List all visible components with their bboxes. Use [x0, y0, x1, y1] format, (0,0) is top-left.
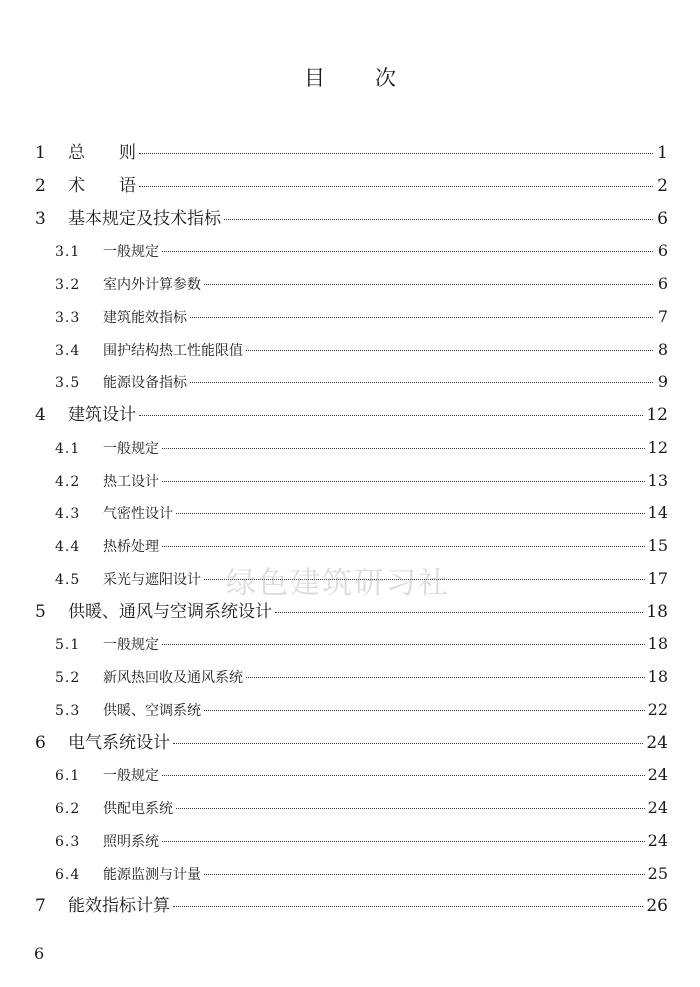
toc-section-entry[interactable]: [35, 825, 668, 858]
toc-entry-number: 6: [35, 732, 46, 753]
dot-leader: [246, 677, 645, 678]
toc-section-entry[interactable]: [35, 563, 668, 596]
toc-entry-number: 5.2: [55, 670, 81, 686]
toc-entry-title: 供暖、空调系统: [103, 702, 201, 719]
toc-entry-number: 5.1: [55, 637, 81, 654]
toc-entry-page: 18: [647, 634, 668, 654]
toc-entry-number: 6.4: [55, 866, 81, 883]
toc-entry-number: 3.2: [55, 277, 81, 293]
toc-entry-number: 2: [35, 175, 46, 196]
toc-entry-page: 24: [647, 765, 668, 785]
toc-section-entry[interactable]: [35, 759, 668, 792]
toc-chapter-entry[interactable]: [35, 170, 668, 203]
watermark-text: 绿色建筑研习社: [226, 566, 450, 601]
title-char-2: 次: [375, 66, 396, 90]
toc-entry-number: 5.3: [55, 702, 81, 719]
toc-entry-title: 一般规定: [103, 440, 159, 457]
toc-entry-page: 8: [657, 339, 668, 359]
toc-entry-page: 6: [657, 241, 668, 261]
dot-leader: [162, 448, 645, 449]
dot-leader: [224, 219, 653, 220]
toc-chapter-entry[interactable]: [35, 727, 668, 760]
dot-leader: [162, 481, 645, 482]
title-char-1: 目: [304, 66, 325, 90]
toc-entry-title: 新风热回收及通风系统: [103, 670, 243, 686]
toc-entry-title: 术 语: [68, 175, 136, 196]
toc-entry-title: 热工设计: [103, 473, 159, 490]
toc-section-entry[interactable]: [35, 465, 668, 498]
toc-section-entry[interactable]: [35, 497, 668, 530]
toc-entry-page: 14: [647, 503, 668, 523]
toc-entry-page: 18: [646, 601, 668, 622]
toc-entry-number: 4.5: [55, 571, 81, 588]
toc-entry-page: 15: [647, 536, 668, 555]
toc-section-entry[interactable]: [35, 334, 668, 367]
toc-entry-title: 基本规定及技术指标: [68, 208, 221, 229]
toc-entry-page: 7: [657, 306, 668, 326]
toc-section-entry[interactable]: [35, 858, 668, 891]
toc-entry-title: 能源设备指标: [103, 375, 187, 392]
dot-leader: [162, 251, 653, 252]
toc-entry-number: 4.2: [55, 473, 81, 490]
toc-section-entry[interactable]: [35, 366, 668, 399]
toc-section-entry[interactable]: [35, 268, 668, 301]
toc-entry-page: 22: [647, 699, 668, 719]
toc-entry-title: 一般规定: [103, 768, 159, 785]
toc-entry-title: 气密性设计: [103, 506, 173, 523]
toc-entry-number: 7: [35, 896, 46, 917]
toc-entry-page: 12: [647, 437, 668, 457]
dot-leader: [139, 186, 653, 187]
dot-leader: [204, 579, 645, 580]
toc-chapter-entry[interactable]: [35, 596, 668, 629]
toc-entry-number: 4.4: [55, 539, 81, 555]
dot-leader: [139, 415, 643, 416]
toc-chapter-entry[interactable]: [35, 203, 668, 236]
toc-entry-number: 6.2: [55, 801, 81, 817]
toc-entry-page: 25: [647, 863, 668, 883]
dot-leader: [275, 612, 643, 613]
toc-entry-page: 18: [647, 667, 668, 686]
toc-entry-number: 3.3: [55, 309, 81, 326]
toc-entry-number: 6.1: [55, 768, 81, 785]
toc-entry-number: 4: [35, 405, 46, 425]
toc-chapter-entry[interactable]: [35, 890, 668, 923]
toc-entry-number: 3.5: [55, 375, 81, 392]
toc-entry-page: 6: [657, 208, 668, 229]
toc-entry-page: 24: [646, 732, 668, 753]
toc-entry-title: 一般规定: [103, 637, 159, 654]
toc-entry-number: 4.1: [55, 440, 81, 457]
dot-leader: [162, 775, 645, 776]
toc-section-entry[interactable]: [35, 235, 668, 268]
toc-entry-page: 2: [657, 175, 668, 196]
dot-leader: [246, 350, 653, 351]
dot-leader: [204, 284, 653, 285]
toc-entry-title: 热桥处理: [103, 539, 159, 555]
toc-entry-number: 3.4: [55, 342, 81, 359]
dot-leader: [204, 874, 645, 875]
page-title: [0, 62, 700, 92]
toc-section-entry[interactable]: [35, 432, 668, 465]
toc-entry-title: 供暖、通风与空调系统设计: [68, 601, 272, 622]
toc-entry-title: 室内外计算参数: [103, 277, 201, 293]
toc-entry-number: 5: [35, 601, 46, 622]
toc-chapter-entry[interactable]: [35, 399, 668, 432]
toc-entry-title: 供配电系统: [103, 801, 173, 817]
dot-leader: [173, 743, 643, 744]
dot-leader: [162, 644, 645, 645]
dot-leader: [162, 546, 645, 547]
dot-leader: [190, 317, 653, 318]
toc-entry-title: 建筑设计: [68, 405, 136, 425]
toc-entry-page: 24: [647, 798, 668, 817]
dot-leader: [176, 808, 645, 809]
toc-chapter-entry[interactable]: [35, 137, 668, 170]
dot-leader: [190, 382, 653, 383]
toc-entry-number: 4.3: [55, 506, 81, 523]
toc-entry-number: 1: [35, 143, 46, 163]
toc-entry-title: 围护结构热工性能限值: [103, 342, 243, 359]
toc-entry-number: 6.3: [55, 833, 81, 850]
toc-entry-title: 能效指标计算: [68, 896, 170, 917]
toc-entry-number: 3: [35, 208, 46, 229]
toc-entry-title: 电气系统设计: [68, 732, 170, 753]
toc-section-entry[interactable]: [35, 301, 668, 334]
dot-leader: [204, 710, 645, 711]
dot-leader: [139, 153, 653, 154]
toc-entry-page: 17: [647, 568, 668, 588]
toc-entry-number: 3.1: [55, 244, 81, 261]
table-of-contents: [35, 137, 668, 923]
toc-entry-title: 建筑能效指标: [103, 309, 187, 326]
toc-section-entry[interactable]: [35, 792, 668, 825]
toc-entry-title: 一般规定: [103, 244, 159, 261]
toc-entry-page: 1: [657, 143, 668, 163]
toc-entry-title: 照明系统: [103, 833, 159, 850]
toc-entry-page: 24: [647, 830, 668, 850]
toc-section-entry[interactable]: [35, 628, 668, 661]
toc-section-entry[interactable]: [35, 694, 668, 727]
dot-leader: [173, 906, 643, 907]
toc-section-entry[interactable]: [35, 530, 668, 563]
page-number: 6: [34, 944, 45, 963]
toc-entry-title: 能源监测与计量: [103, 866, 201, 883]
toc-entry-page: 13: [647, 470, 668, 490]
dot-leader: [176, 513, 645, 514]
toc-section-entry[interactable]: [35, 661, 668, 694]
toc-entry-page: 26: [646, 896, 668, 917]
toc-entry-title: 采光与遮阳设计: [103, 571, 201, 588]
toc-entry-title: 总 则: [68, 143, 136, 163]
toc-entry-page: 12: [646, 405, 668, 425]
toc-entry-page: 6: [657, 274, 668, 293]
dot-leader: [162, 841, 645, 842]
toc-entry-page: 9: [657, 372, 668, 392]
